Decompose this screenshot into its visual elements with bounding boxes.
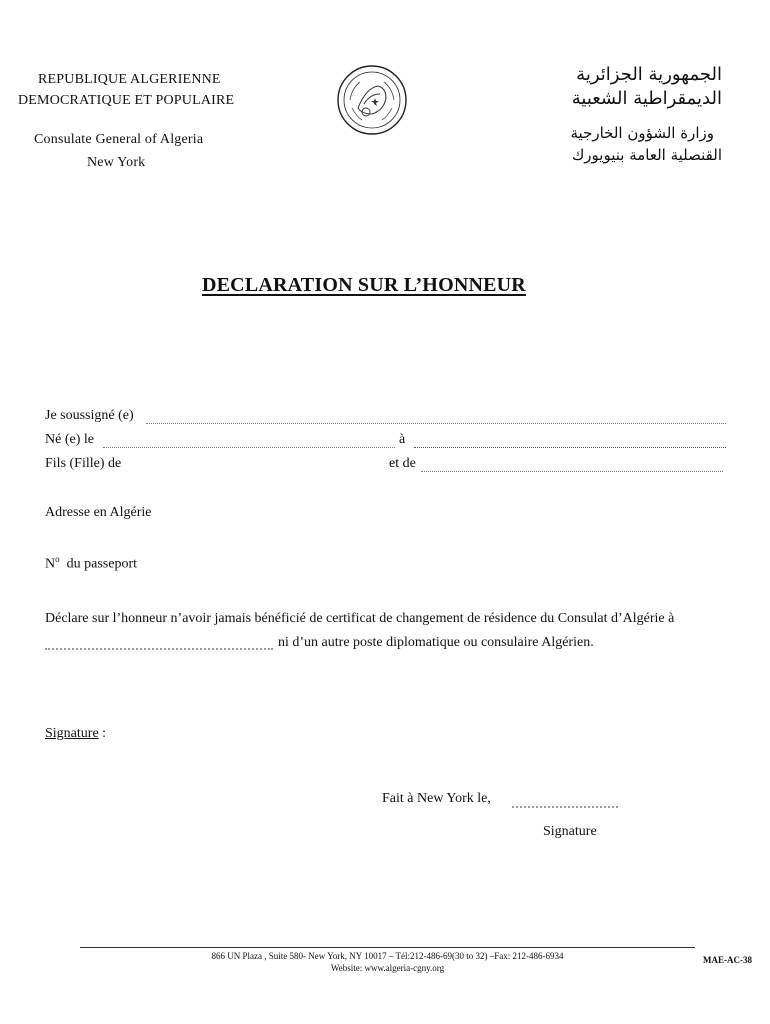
mother-field[interactable]	[421, 471, 723, 472]
passport-label	[45, 554, 137, 573]
signature-colon: :	[98, 726, 107, 741]
birth-date-field[interactable]	[103, 447, 395, 448]
signature-label-left	[45, 726, 106, 742]
signature-label-text: Signature	[45, 726, 99, 741]
soussigne-field[interactable]	[146, 423, 726, 424]
arabic-republic-line1: الجمهورية الجزائرية	[576, 64, 722, 85]
consulate-name: Consulate General of Algeria	[34, 132, 204, 147]
footer-address: 866 UN Plaza , Suite 580- New York, NY 10017 – Tél:212-486-69(30 to 32) –Fax: 212-486-6934	[211, 951, 564, 961]
form-code: MAE-AC-38	[703, 955, 752, 965]
country-name-line1: REPUBLIQUE ALGERIENNE	[38, 72, 221, 87]
date-field[interactable]	[512, 806, 618, 808]
footer-website: Website: www.algeria-cgny.org	[330, 963, 445, 973]
declaration-line2: ni d’un autre poste diplomatique ou consulaire Algérien.	[278, 635, 594, 650]
address-label: Adresse en Algérie	[45, 505, 152, 520]
document-title: DECLARATION SUR L’HONNEUR	[202, 274, 526, 296]
national-emblem-seal-icon	[336, 64, 408, 136]
mother-label: et de	[389, 456, 416, 471]
country-name-line2: DEMOCRATIQUE ET POPULAIRE	[18, 93, 235, 108]
birth-date-label: Né (e) le	[45, 432, 94, 447]
arabic-ministry: وزارة الشؤون الخارجية	[570, 124, 714, 142]
father-label: Fils (Fille) de	[45, 456, 122, 471]
arabic-consulate: القنصلية العامة بنيويورك	[571, 146, 722, 164]
passport-n: N	[45, 556, 56, 572]
passport-text: du passeport	[66, 556, 138, 572]
birth-place-label: à	[399, 432, 406, 447]
birth-place-field[interactable]	[414, 447, 726, 448]
soussigne-label: Je soussigné (e)	[45, 408, 134, 423]
signature-label-right: Signature	[543, 824, 597, 839]
consulate-city: New York	[87, 155, 146, 170]
declaration-line1: Déclare sur l’honneur n’avoir jamais bénéficié de certificat de changement de résidence du Consulat d’Algérie à	[45, 611, 675, 626]
footer-divider	[80, 947, 695, 948]
consulate-city-field[interactable]	[45, 648, 273, 650]
passport-o-superscript: o	[55, 554, 60, 564]
made-in-new-york-label: Fait à New York le,	[382, 791, 491, 806]
arabic-republic-line2: الديمقراطية الشعبية	[571, 88, 722, 109]
